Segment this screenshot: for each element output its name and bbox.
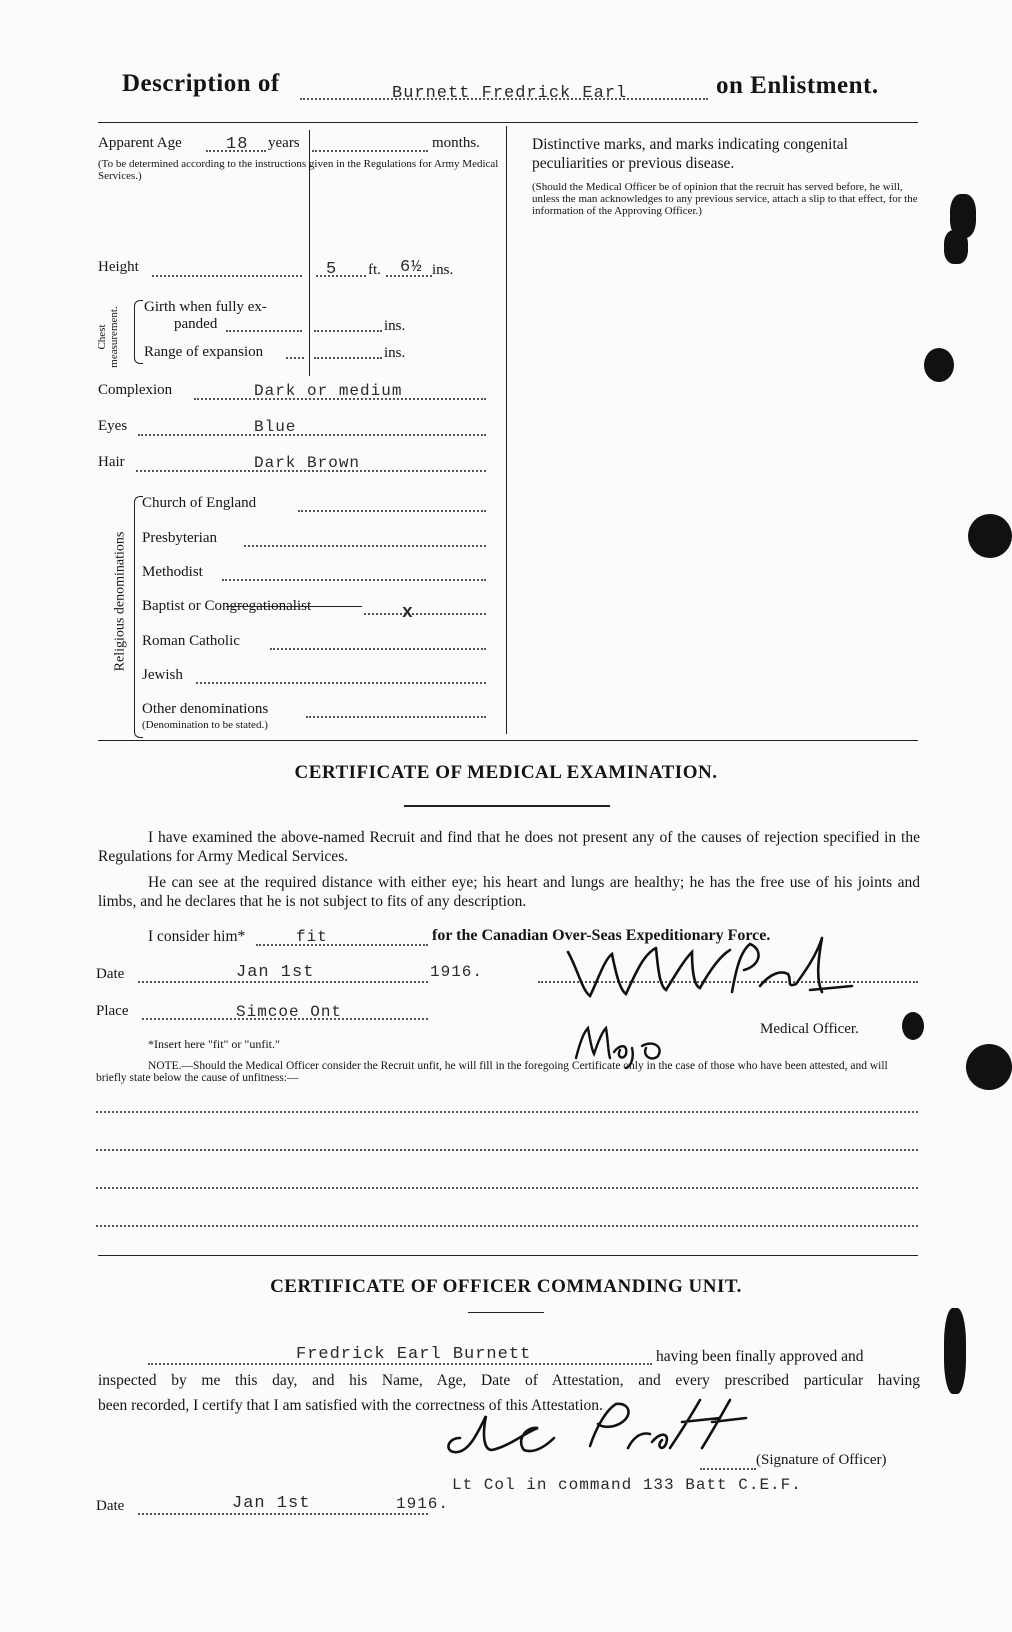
header-suffix: on Enlistment. (716, 72, 879, 99)
column-divider (506, 126, 507, 734)
insert-note: *Insert here "fit" or "unfit." (148, 1037, 280, 1051)
religion-dots-2 (222, 579, 486, 581)
commanding-title: CERTIFICATE OF OFFICER COMMANDING UNIT. (270, 1276, 742, 1297)
height-ft: 5 (326, 260, 338, 279)
hair-value: Dark Brown (254, 454, 361, 472)
chest-brace (134, 300, 143, 364)
header-rule (98, 122, 918, 123)
command-value: Lt Col in command 133 Batt C.E.F. (452, 1476, 802, 1494)
section-rule-1 (98, 740, 918, 741)
religion-roman-catholic: Roman Catholic (142, 633, 240, 649)
medical-title-rule (404, 805, 610, 807)
months-dots (312, 150, 428, 152)
medical-note: NOTE.—Should the Medical Officer consider the Recruit unfit, he will fill in the foregoing Certificate only in the case of those who have been attested, and will briefly state below the cause of unfitness:— (96, 1060, 888, 1084)
unfit-line-1 (96, 1111, 918, 1113)
complexion-label: Complexion (98, 382, 173, 398)
marks-note: (Should the Medical Officer be of opinion that the recruit has served before, he will, unless the man acknowledges to any previous service, attach a slip to that effect, for the information of the Approving Officer.) (532, 181, 918, 217)
header-prefix: Description of (122, 70, 280, 97)
religion-group-label: Religious denominations (112, 531, 128, 672)
commanding-officer-signature (430, 1392, 750, 1464)
commanding-line-3: been recorded, I certify that I am satisfied with the correctness of this Attestation. (98, 1397, 603, 1414)
ins-label: ins. (432, 262, 454, 278)
religion-dots-6 (306, 716, 486, 718)
medical-title: CERTIFICATE OF MEDICAL EXAMINATION. (294, 762, 718, 783)
medical-officer-signature (560, 930, 860, 1010)
ft-label: ft. (368, 262, 381, 278)
religion-jewish: Jewish (142, 667, 183, 683)
height-label: Height (98, 259, 139, 275)
religion-baptist: Baptist or Congregationalist (142, 598, 312, 614)
girth-label-1: Girth when fully ex- (144, 299, 267, 315)
marks-title: Distinctive marks, and marks indicating congenital peculiarities or previous disease. (532, 136, 848, 172)
medical-year-value: 1916. (430, 963, 484, 981)
punch-hole-2 (944, 230, 968, 264)
religion-dots-1 (244, 545, 486, 547)
congregationalist-strike (226, 606, 362, 607)
commanding-title-rule (468, 1312, 544, 1313)
complexion-value: Dark or medium (254, 382, 403, 400)
religion-dots-3 (364, 613, 486, 615)
religion-dots-4 (270, 648, 486, 650)
punch-hole-5 (902, 1012, 924, 1040)
punch-hole-3 (924, 348, 954, 382)
punch-hole-6 (966, 1044, 1012, 1090)
commanding-date-value: Jan 1st (232, 1494, 311, 1513)
hair-label: Hair (98, 454, 125, 470)
punch-hole-7 (944, 1308, 966, 1394)
religion-other: Other denominations (142, 701, 269, 717)
age-value: 18 (226, 135, 249, 154)
girth-dots-a (226, 330, 302, 332)
religion-church-of-england: Church of England (142, 495, 257, 511)
months-label: months. (432, 135, 480, 151)
girth-label-2: panded (174, 316, 218, 332)
header-name: Burnett Fredrick Earl (392, 84, 628, 103)
unfit-line-3 (96, 1187, 918, 1189)
consider-label: I consider him* (148, 928, 246, 945)
eyes-dots (138, 434, 486, 436)
girth-dots-b (314, 330, 382, 332)
medical-para-1: I have examined the above-named Recruit and find that he does not present any of the causes of rejection specified in the Regulations for Army Medical Services. (98, 829, 920, 865)
signature-label: (Signature of Officer) (756, 1452, 887, 1468)
religion-dots-0 (298, 510, 486, 512)
religion-mark: x (402, 603, 414, 623)
medical-officer-title: Medical Officer. (760, 1021, 859, 1037)
medical-date-label: Date (96, 966, 125, 982)
for-cef-label: for the Canadian Over-Seas Expeditionary Force. (432, 927, 771, 944)
chest-group-label: Chest measurement. (96, 306, 120, 368)
range-dots-b (314, 357, 382, 359)
height-ft-dots (316, 275, 366, 277)
commanding-date-label: Date (96, 1498, 125, 1514)
range-dots-a (286, 357, 304, 359)
range-label: Range of expansion (144, 344, 264, 360)
medical-para-2: He can see at the required distance with either eye; his heart and lungs are healthy; he has the free use of his joints and limbs, and he declares that he is not subject to fits of any description. (98, 874, 920, 910)
height-dots (152, 275, 302, 277)
commanding-name: Fredrick Earl Burnett (296, 1345, 532, 1364)
commanding-line-2: inspected by me this day, and his Name, Age, Date of Attestation, and every prescribed particular having (98, 1372, 920, 1389)
commanding-sig-dots (700, 1468, 756, 1470)
commanding-line-1-rest: having been finally approved and (656, 1348, 864, 1365)
fit-dots (256, 944, 428, 946)
range-ins-label: ins. (384, 345, 406, 361)
eyes-label: Eyes (98, 418, 128, 434)
years-label: years (268, 135, 300, 151)
fit-value: fit (296, 928, 328, 946)
punch-hole-4 (968, 514, 1012, 558)
unfit-line-4 (96, 1225, 918, 1227)
eyes-value: Blue (254, 418, 297, 436)
age-note: (To be determined according to the instructions given in the Regulations for Army Medical Services.) (98, 158, 499, 182)
commanding-date-dots (138, 1513, 428, 1515)
unfit-line-2 (96, 1149, 918, 1151)
place-label: Place (96, 1003, 129, 1019)
age-label: Apparent Age (98, 135, 182, 151)
religion-methodist: Methodist (142, 564, 203, 580)
commanding-year-value: 1916. (396, 1495, 450, 1513)
place-value: Simcoe Ont (236, 1003, 343, 1021)
height-in: 6½ (400, 258, 423, 277)
medical-date-value: Jan 1st (236, 963, 315, 982)
girth-ins-label: ins. (384, 318, 406, 334)
religion-dots-5 (196, 682, 486, 684)
religion-presbyterian: Presbyterian (142, 530, 217, 546)
section-rule-2 (98, 1255, 918, 1256)
other-denom-note: (Denomination to be stated.) (142, 719, 268, 731)
